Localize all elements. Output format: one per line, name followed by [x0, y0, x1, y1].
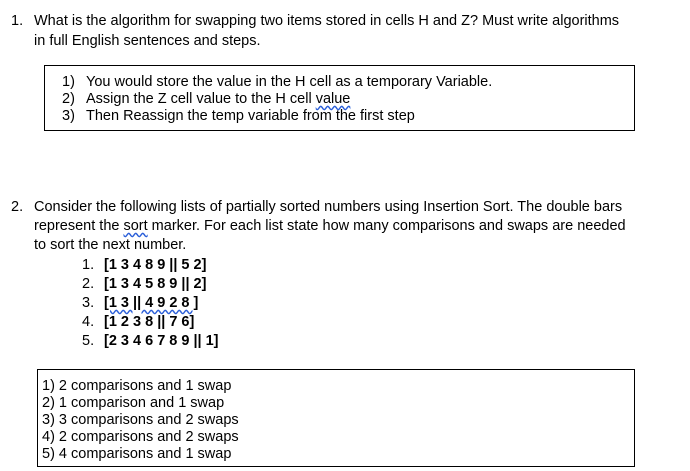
question-2-text-line-3: to sort the next number.: [34, 237, 187, 253]
question-2-number: 2.: [11, 199, 24, 215]
list-item: [82, 313, 195, 333]
question-2-answer-box: [37, 369, 635, 467]
question-1-text-line-1: What is the algorithm for swapping two items stored in cells H and Z? Must write algorithms: [34, 13, 620, 29]
answer-line: 5) 4 comparisons and 1 swap: [42, 446, 232, 462]
spellcheck-flagged-word: value: [315, 91, 351, 107]
list-item-text: [1 3 4 8 9 || 5 2]: [104, 257, 207, 273]
answer-step-text: Assign the Z cell value to the H cell: [86, 91, 316, 107]
list-item-number: 1.: [82, 257, 95, 273]
answer-step-number: 3): [62, 108, 75, 124]
list-item-text: [1 3 || 4 9 2 8 ]: [104, 295, 199, 311]
answer-line: 3) 3 comparisons and 2 swaps: [42, 412, 239, 428]
question-1-answer-box: [44, 65, 635, 131]
list-item-text: [1 3 4 5 8 9 || 2]: [104, 276, 207, 292]
question-1-text-line-2: in full English sentences and steps.: [34, 33, 261, 49]
list-item-number: 4.: [82, 314, 95, 330]
answer-step-text: Then Reassign the temp variable from the first step: [86, 108, 415, 124]
list-item-number: 3.: [82, 295, 95, 311]
list-item: [82, 294, 199, 314]
question-2-text-line-1: Consider the following lists of partially sorted numbers using Insertion Sort. The double bars: [34, 199, 623, 215]
question-2-text-line-2: represent the sort marker. For each list state how many comparisons and swaps are needed: [34, 218, 626, 234]
list-item: [82, 275, 207, 295]
answer-line: 4) 2 comparisons and 2 swaps: [42, 429, 239, 445]
question-1-number: 1.: [11, 13, 24, 29]
answer-line: 2) 1 comparison and 1 swap: [42, 395, 225, 411]
list-item: [82, 332, 219, 352]
answer-step-text: You would store the value in the H cell as a temporary Variable.: [86, 74, 493, 90]
list-item: [82, 256, 207, 276]
answer-step: [62, 107, 415, 127]
list-item-text: [2 3 4 6 7 8 9 || 1]: [104, 333, 219, 349]
answer-line: 1) 2 comparisons and 1 swap: [42, 378, 232, 394]
spellcheck-flagged-word: sort: [123, 218, 148, 234]
list-item-number: 5.: [82, 333, 95, 349]
list-item-text: [1 2 3 8 || 7 6]: [104, 314, 195, 330]
answer-step-number: 2): [62, 91, 75, 107]
list-item-number: 2.: [82, 276, 95, 292]
answer-step-number: 1): [62, 74, 75, 90]
